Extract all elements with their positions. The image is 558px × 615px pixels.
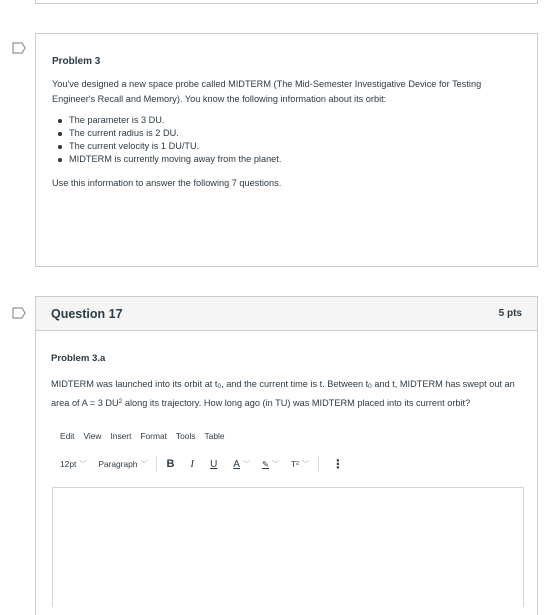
bullet-radius: The current radius is 2 DU. [56,127,521,140]
menu-insert[interactable]: Insert [110,431,132,441]
menu-view[interactable]: View [83,431,102,441]
text-color-icon: A [233,458,240,470]
menu-tools[interactable]: Tools [175,431,196,441]
question-points: 5 pts [498,308,522,319]
menu-edit[interactable]: Edit [60,431,75,441]
question-body [36,331,537,607]
more-options-icon[interactable]: ⋮ [331,457,344,471]
editor-toolbar [51,456,522,472]
question-header [36,297,537,331]
question-subtitle: Problem 3.a [51,353,106,364]
problem-intro: You've designed a new space probe called MIDTERM (The Mid-Semester Investigative Device for Testing Engineer's Recall and Memory). You know the following information about its orbit: [52,79,482,104]
menu-format[interactable]: Format [140,431,167,441]
menu-table[interactable]: Table [204,431,225,441]
problem-outro: Use this information to answer the following 7 questions. [52,178,282,188]
superscript-icon: T² [291,459,299,469]
problem-text-card [35,33,538,267]
toolbar-divider [156,456,157,472]
chevron-down-icon: ﹀ [79,461,87,468]
bullet-direction: MIDTERM is currently moving away from the planet. [56,153,521,166]
question-text: MIDTERM was launched into its orbit at $t_0$, and the current time is t. Between $t_0$ and t, MIDTERM has swept out an area of A = 3 $DU^2$ along its trajectory. How long ago (in TU) was MIDTERM placed into its current orbit? [51,379,515,408]
question-card [35,296,538,615]
editor-menubar [51,431,522,441]
chevron-down-icon: ﹀ [140,461,148,468]
bullet-velocity: The current velocity is 1 DU/TU. [56,140,521,153]
font-size-select[interactable]: 12pt ﹀ [60,459,87,469]
block-format-select[interactable]: Paragraph ﹀ [98,459,148,469]
highlight-icon: ✎ [261,459,269,469]
chevron-down-icon: ﹀ [301,461,309,468]
highlight-button[interactable] [262,459,279,469]
chevron-down-icon: ﹀ [242,461,250,468]
text-color-button[interactable] [233,459,250,470]
question-title: Question 17 [51,306,123,321]
previous-question-card [35,0,538,4]
italic-button[interactable]: I [190,458,195,470]
chevron-down-icon: ﹀ [272,461,279,468]
bullet-parameter: The parameter is 3 DU. [56,114,521,127]
flag-question-icon[interactable] [12,307,26,319]
problem-title: Problem 3 [52,56,101,67]
bold-button[interactable]: B [166,458,175,470]
problem-bullet-list [56,114,521,166]
flag-question-icon[interactable] [12,42,26,54]
underline-button[interactable]: U [210,458,218,470]
superscript-button[interactable] [291,459,309,469]
toolbar-divider [318,456,319,472]
answer-editor-area[interactable] [52,487,524,607]
